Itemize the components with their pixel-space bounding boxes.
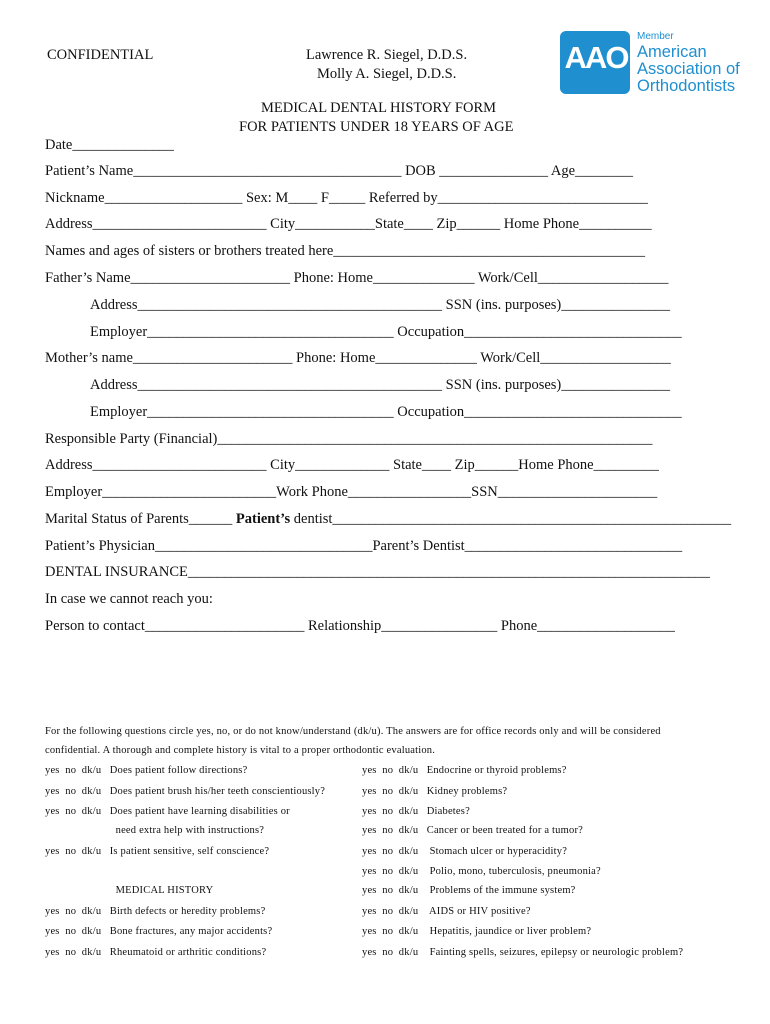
question-item[interactable]: yes no dk/u AIDS or HIV positive? xyxy=(362,906,531,917)
question-item[interactable]: yes no dk/u Is patient sensitive, self conscience? xyxy=(45,846,270,857)
question-item[interactable]: need extra help with instructions? xyxy=(45,825,265,836)
form-line[interactable] xyxy=(45,618,675,635)
form-line[interactable] xyxy=(45,431,652,448)
question-item[interactable]: yes no dk/u Cancer or been treated for a tumor? xyxy=(362,825,583,836)
aao-logo-line3: Orthodontists xyxy=(637,77,736,95)
form-line-text: Address________________________ City_____________ State____ Zip______Home Phone_________ xyxy=(45,457,659,473)
form-line-text: Mother’s name______________________ Phone: Home______________ Work/Cell__________________ xyxy=(45,350,671,366)
form-line[interactable] xyxy=(45,243,645,260)
question-item[interactable]: yes no dk/u Endocrine or thyroid problems? xyxy=(362,765,567,776)
form-line-text: Father’s Name______________________ Phone: Home______________ Work/Cell__________________ xyxy=(45,270,669,286)
question-item[interactable]: yes no dk/u Birth defects or heredity problems? xyxy=(45,906,266,917)
form-line-text: Employer__________________________________ Occupation______________________________ xyxy=(90,324,682,340)
form-line-text: Employer__________________________________ Occupation______________________________ xyxy=(90,404,682,420)
form-line-text: Names and ages of sisters or brothers treated here___________________________________________ xyxy=(45,243,646,259)
aao-logo-tm: TM xyxy=(622,87,630,93)
doctor-name-1: Lawrence R. Siegel, D.D.S. xyxy=(306,47,468,63)
form-line[interactable] xyxy=(90,324,682,341)
form-line[interactable] xyxy=(45,190,648,207)
form-line[interactable] xyxy=(45,538,682,555)
form-line-text: Patient’s xyxy=(235,511,291,527)
question-item[interactable]: yes no dk/u Does patient have learning disabilities or xyxy=(45,806,290,817)
form-subtitle: FOR PATIENTS UNDER 18 YEARS OF AGE xyxy=(239,119,514,135)
aao-logo-mark xyxy=(560,31,630,94)
form-line-text: DENTAL INSURANCE________________________________________________________________________ xyxy=(45,564,710,580)
form-line[interactable] xyxy=(90,377,670,394)
aao-logo-letters: AAO xyxy=(564,40,628,75)
question-item[interactable]: yes no dk/u Problems of the immune system? xyxy=(362,885,576,896)
question-item[interactable]: yes no dk/u Polio, mono, tuberculosis, pneumonia? xyxy=(362,866,601,877)
form-line[interactable] xyxy=(45,457,659,474)
form-line[interactable] xyxy=(45,216,652,233)
question-item[interactable]: yes no dk/u Kidney problems? xyxy=(362,786,508,797)
question-item[interactable]: yes no dk/u Diabetes? xyxy=(362,806,470,817)
form-line-text: Employer________________________Work Phone_________________SSN______________________ xyxy=(45,484,658,500)
form-line[interactable] xyxy=(45,163,633,180)
question-item[interactable]: yes no dk/u Bone fractures, any major accidents? xyxy=(45,926,273,937)
form-line-text: dentist_______________________________________________________ xyxy=(290,511,732,527)
question-item[interactable]: yes no dk/u Rheumatoid or arthritic conditions? xyxy=(45,947,267,958)
form-line-text: Address__________________________________________ SSN (ins. purposes)_______________ xyxy=(90,297,670,313)
form-line[interactable] xyxy=(45,270,668,287)
instructions-line1: For the following questions circle yes, no, or do not know/understand (dk/u). The answers are for office records only and will be considered xyxy=(45,726,661,737)
form-line[interactable] xyxy=(45,564,710,581)
form-line-text: In case we cannot reach you: xyxy=(45,591,213,607)
form-line[interactable] xyxy=(45,350,671,367)
form-line-text: Nickname___________________ Sex: M____ F_____ Referred by_____________________________ xyxy=(45,190,648,206)
question-item[interactable]: MEDICAL HISTORY xyxy=(45,885,214,896)
question-item[interactable]: yes no dk/u Stomach ulcer or hyperacidity? xyxy=(362,846,568,857)
form-line[interactable] xyxy=(90,297,670,314)
confidential-label: CONFIDENTIAL xyxy=(47,47,154,63)
form-line-text: Address__________________________________________ SSN (ins. purposes)_______________ xyxy=(90,377,670,393)
question-item[interactable]: yes no dk/u Hepatitis, jaundice or liver problem? xyxy=(362,926,592,937)
question-item[interactable]: yes no dk/u Fainting spells, seizures, epilepsy or neurologic problem? xyxy=(362,947,684,958)
aao-logo-line1: American xyxy=(637,43,707,61)
question-item[interactable]: yes no dk/u Does patient brush his/her teeth conscientiously? xyxy=(45,786,326,797)
form-line-text: Address________________________ City___________State____ Zip______ Home Phone__________ xyxy=(45,216,652,232)
aao-logo xyxy=(560,31,740,97)
form-line[interactable] xyxy=(45,484,657,501)
form-line[interactable] xyxy=(45,591,213,608)
form-line-text: Patient’s Name_____________________________________ DOB _______________ Age________ xyxy=(45,163,634,179)
doctor-name-2: Molly A. Siegel, D.D.S. xyxy=(317,66,457,82)
form-line-text: Responsible Party (Financial)____________________________________________________________ xyxy=(45,431,653,447)
form-line-text: Patient’s Physician______________________________Parent’s Dentist______________________________ xyxy=(45,538,683,554)
form-line-text: Marital Status of Parents______ xyxy=(45,511,236,527)
question-item[interactable]: yes no dk/u Does patient follow directions? xyxy=(45,765,248,776)
form-line[interactable] xyxy=(45,511,731,528)
instructions-line2: confidential. A thorough and complete history is vital to a proper orthodontic evaluation. xyxy=(45,745,436,756)
date-field[interactable]: Date______________ xyxy=(45,137,174,153)
aao-logo-line2: Association of xyxy=(637,60,740,78)
aao-logo-member: Member xyxy=(637,31,674,42)
form-line-text: Person to contact______________________ Relationship________________ Phone___________________ xyxy=(45,618,675,634)
form-line[interactable] xyxy=(90,404,682,421)
form-title: MEDICAL DENTAL HISTORY FORM xyxy=(261,100,497,116)
